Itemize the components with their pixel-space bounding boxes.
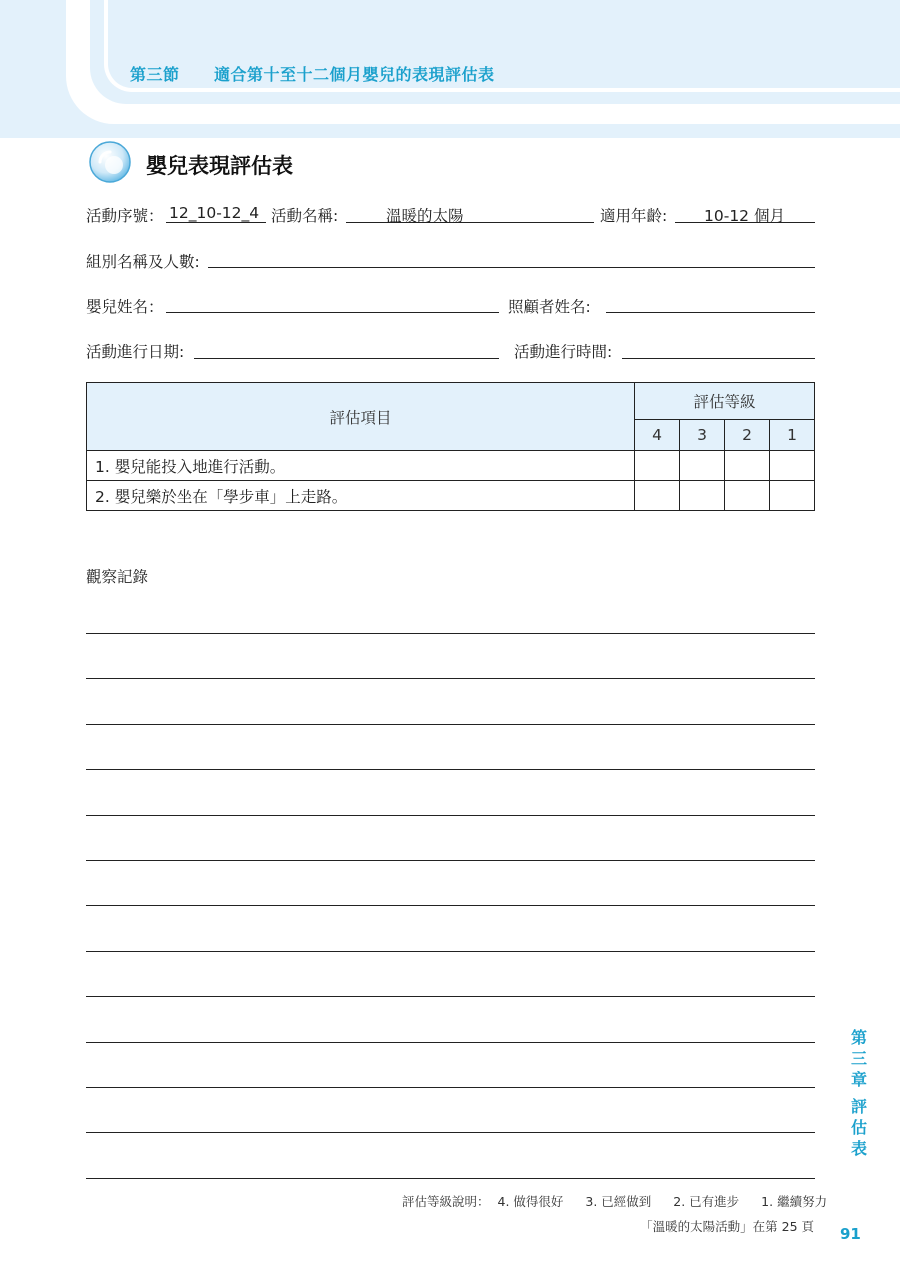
caregiver-name-field[interactable] (606, 312, 815, 313)
side-tab-char: 評 (850, 1097, 867, 1116)
item-cell: 1. 嬰兒能投入地進行活動。 (87, 451, 635, 481)
observation-line[interactable] (86, 951, 815, 952)
item-cell: 2. 嬰兒樂於坐在「學步車」上走路。 (87, 481, 635, 511)
observation-line[interactable] (86, 678, 815, 679)
legend-item: 1. 繼續努力 (761, 1194, 828, 1209)
observation-line[interactable] (86, 769, 815, 770)
page-reference: 「溫暖的太陽活動」在第 25 頁 (640, 1219, 814, 1234)
level-4-header: 4 (635, 420, 680, 451)
rating-cell-2[interactable] (725, 451, 770, 481)
observation-line[interactable] (86, 815, 815, 816)
age-label: 適用年齡: (600, 207, 668, 225)
side-tab-char: 表 (850, 1139, 867, 1158)
rating-cell-3[interactable] (680, 481, 725, 511)
rating-cell-2[interactable] (725, 481, 770, 511)
bubble-icon (88, 140, 132, 184)
date-field[interactable] (194, 358, 499, 359)
table-row (87, 481, 815, 511)
infant-name-field[interactable] (166, 312, 499, 313)
observation-line[interactable] (86, 1132, 815, 1133)
observation-line[interactable] (86, 633, 815, 634)
time-label: 活動進行時間: (514, 343, 613, 361)
rating-cell-3[interactable] (680, 451, 725, 481)
level-header: 評估等級 (635, 383, 815, 420)
side-tab-char: 第 (850, 1028, 867, 1047)
legend-item: 3. 已經做到 (585, 1194, 652, 1209)
legend-item: 4. 做得很好 (497, 1194, 564, 1209)
rating-legend (402, 1192, 827, 1210)
date-label: 活動進行日期: (86, 343, 185, 361)
observation-line[interactable] (86, 860, 815, 861)
rating-cell-4[interactable] (635, 451, 680, 481)
side-tab-chapter (848, 1027, 870, 1090)
level-2-header: 2 (725, 420, 770, 451)
activity-no-value: 12_10-12_4 (169, 204, 260, 222)
table-row (87, 451, 815, 481)
activity-no-field[interactable] (166, 222, 266, 223)
observation-label: 觀察記錄 (86, 568, 149, 586)
group-label: 組別名稱及人數: (86, 253, 200, 271)
item-header: 評估項目 (87, 383, 635, 451)
rating-cell-1[interactable] (770, 451, 815, 481)
side-tab-char: 三 (850, 1049, 867, 1068)
group-field[interactable] (208, 267, 815, 268)
age-value: 10-12 個月 (704, 207, 785, 225)
side-tab-char: 估 (850, 1118, 867, 1137)
page-number: 91 (840, 1225, 861, 1243)
level-1-header: 1 (770, 420, 815, 451)
legend-label: 評估等級說明： (402, 1194, 490, 1209)
page-title: 嬰兒表現評估表 (146, 154, 293, 178)
side-tab-char: 章 (850, 1070, 867, 1089)
legend-item: 2. 已有進步 (673, 1194, 740, 1209)
activity-name-label: 活動名稱: (271, 207, 339, 225)
section-title: 適合第十至十二個月嬰兒的表現評估表 (214, 65, 495, 84)
level-3-header: 3 (680, 420, 725, 451)
observation-line[interactable] (86, 996, 815, 997)
infant-name-label: 嬰兒姓名： (86, 298, 164, 316)
activity-no-label: 活動序號： (86, 207, 164, 225)
caregiver-name-label: 照顧者姓名: (508, 298, 591, 316)
time-field[interactable] (622, 358, 815, 359)
observation-line[interactable] (86, 1042, 815, 1043)
rating-cell-1[interactable] (770, 481, 815, 511)
activity-name-field[interactable] (346, 222, 594, 223)
section-number: 第三節 (130, 65, 180, 84)
assessment-table (86, 382, 815, 511)
side-tab-name (848, 1096, 870, 1159)
rating-cell-4[interactable] (635, 481, 680, 511)
observation-line[interactable] (86, 1178, 815, 1179)
observation-line[interactable] (86, 724, 815, 725)
observation-line[interactable] (86, 905, 815, 906)
observation-line[interactable] (86, 1087, 815, 1088)
activity-name-value: 溫暖的太陽 (386, 207, 464, 225)
